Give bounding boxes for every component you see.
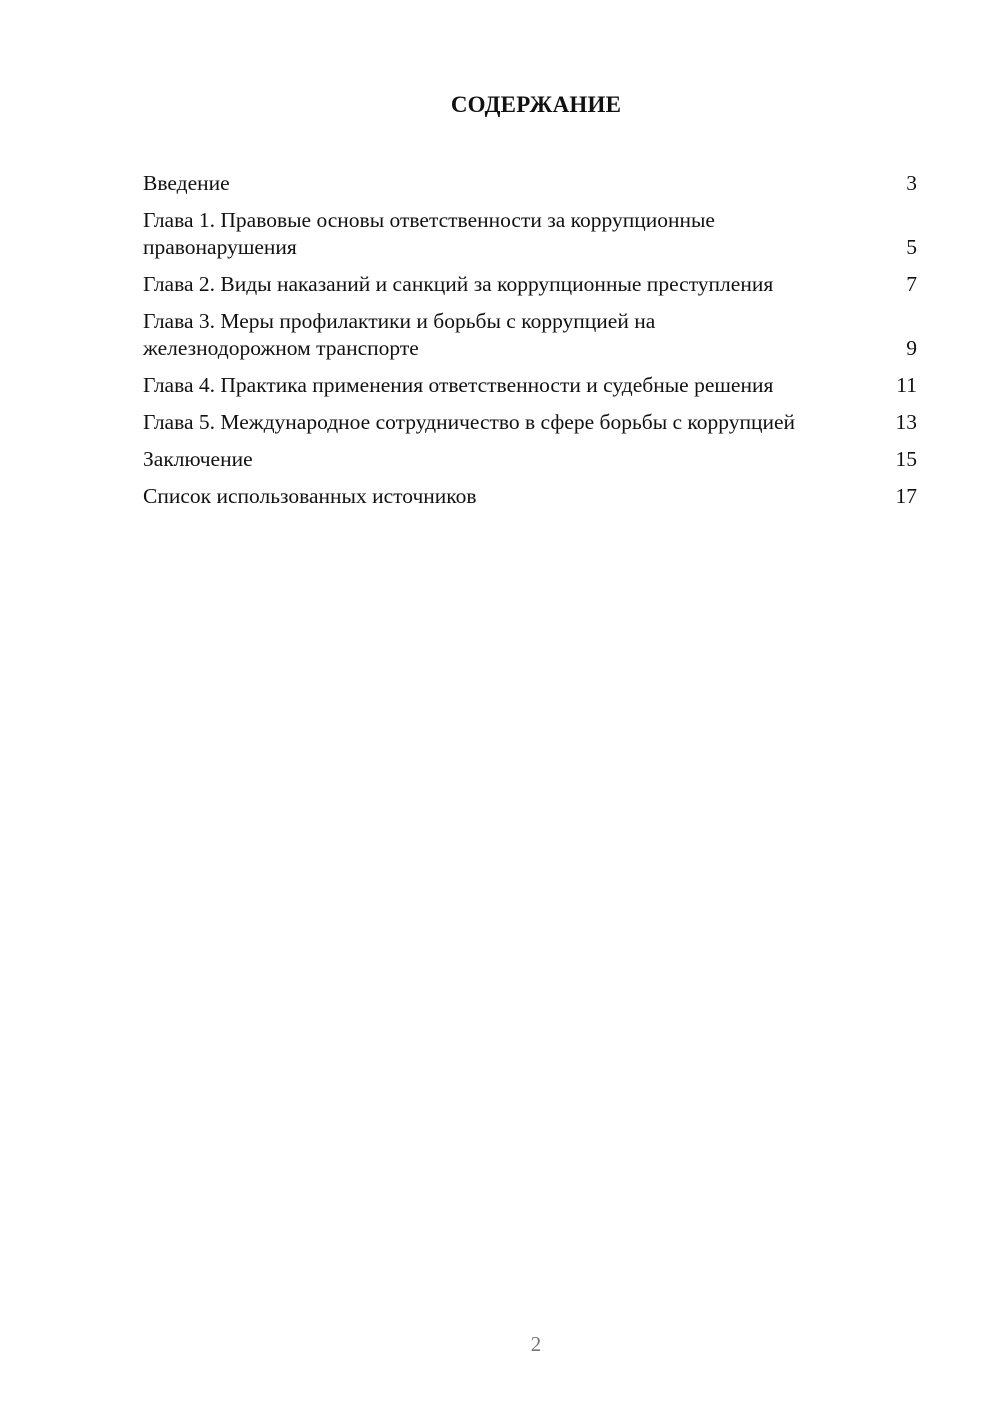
toc-entry-page: 9	[906, 336, 917, 360]
toc-entry-chapter-1	[143, 207, 917, 261]
toc-entry-page: 3	[906, 171, 917, 195]
toc-entry-page: 17	[895, 484, 917, 508]
toc-entry-chapter-4	[143, 372, 917, 399]
toc-entry-text: Глава 3. Меры профилактики и борьбы с коррупцией на железнодорожном транспорте	[143, 309, 656, 360]
toc-entry-chapter-5	[143, 409, 917, 436]
toc-entry-text: Глава 2. Виды наказаний и санкций за коррупционные преступления	[143, 272, 774, 296]
toc-entry-conclusion	[143, 446, 917, 473]
toc-entry-introduction	[143, 170, 917, 197]
toc-entry-page: 7	[906, 272, 917, 296]
page-number: 2	[530, 1332, 542, 1356]
toc-entry-page: 13	[895, 410, 917, 434]
toc-entry-text: Глава 1. Правовые основы ответственности за коррупционные правонарушения	[143, 208, 715, 259]
toc-entry-references	[143, 483, 917, 510]
toc-entry-page: 11	[896, 373, 917, 397]
toc-entry-text: Глава 4. Практика применения ответственности и судебные решения	[143, 373, 774, 397]
table-of-contents	[143, 170, 917, 520]
toc-entry-text: Заключение	[143, 447, 253, 471]
toc-entry-text: Введение	[143, 171, 230, 195]
toc-entry-chapter-3	[143, 308, 917, 362]
toc-entry-page: 5	[906, 235, 917, 259]
toc-entry-text: Список использованных источников	[143, 484, 477, 508]
toc-title: СОДЕРЖАНИЕ	[450, 92, 622, 117]
toc-entry-chapter-2	[143, 271, 917, 298]
toc-entry-text: Глава 5. Международное сотрудничество в сфере борьбы с коррупцией	[143, 410, 796, 434]
toc-entry-page: 15	[895, 447, 917, 471]
